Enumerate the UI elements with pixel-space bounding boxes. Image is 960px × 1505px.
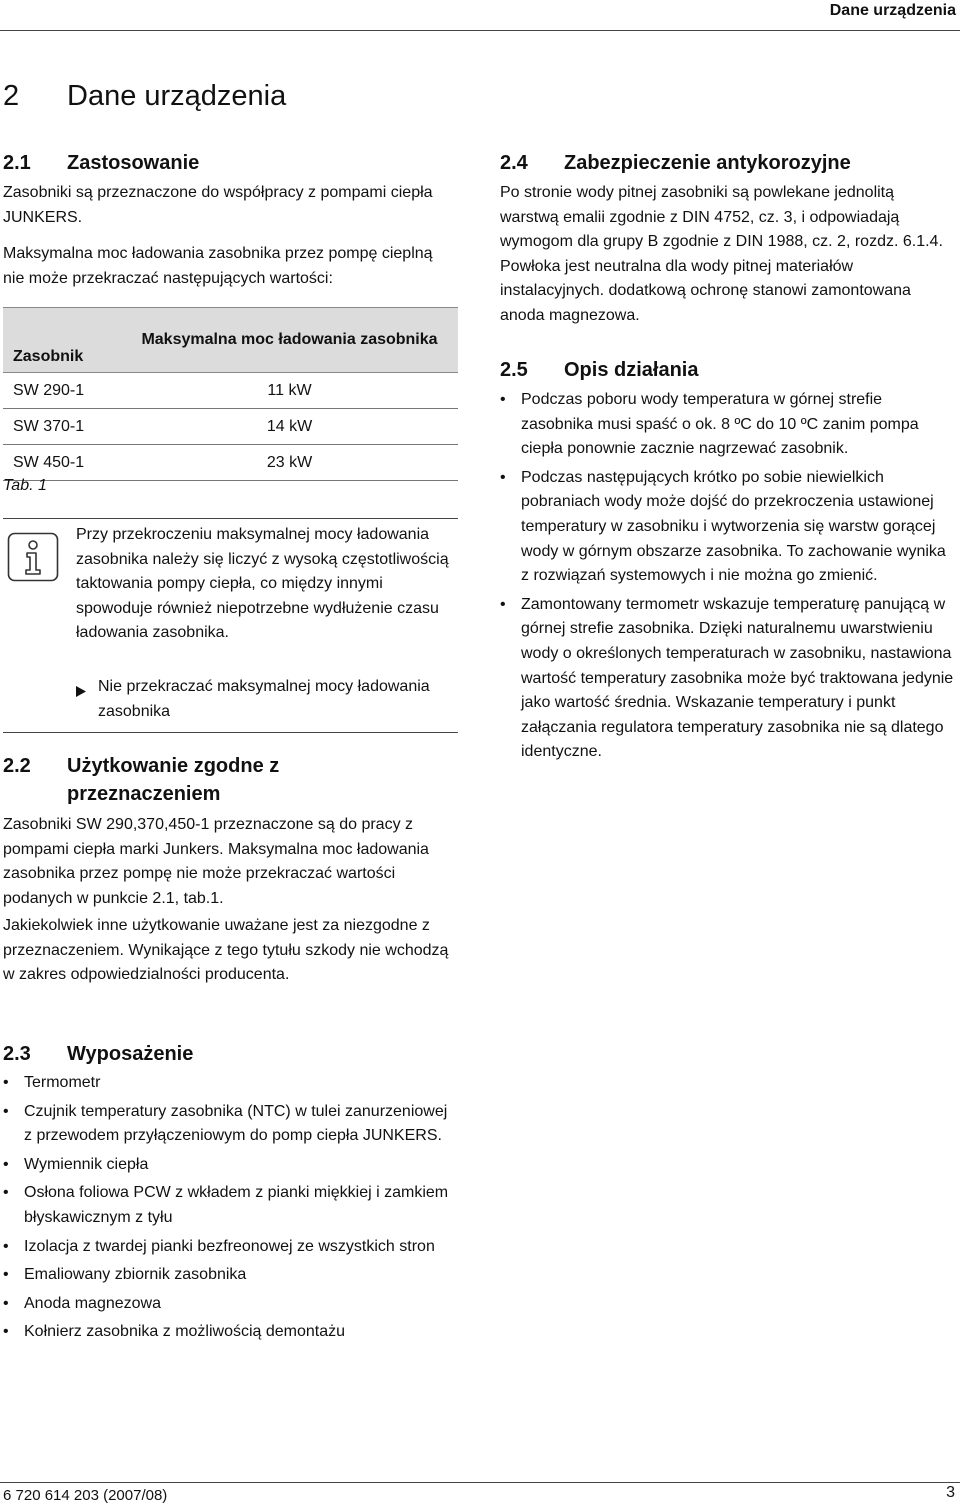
list-item: • Anoda magnezowa [3,1292,458,1317]
list-item: • Zamontowany termometr wskazuje temperaturę panującą w górnej strefie zasobnika. Dzięki naturalnemu uwarstwieniu wody o określonych temperaturach w zasobniku, nastawiona wartość temperatury zasobnika może być traktowana jedynie jako wartość średnia. Wskazanie temperatury i punkt załączania regulatora temperatury zasobnika nie są dlatego identyczne. [500,593,955,765]
section-title: Zastosowanie [67,152,200,174]
table-cell-power: 23 kW [121,445,458,481]
list-item: • Izolacja z twardej pianki bezfreonowej ze wszystkich stron [3,1235,458,1260]
section-2-2-paragraph-1: Zasobniki SW 290,370,450-1 przeznaczone są do pracy z pompami ciepła marki Junkers. Maksymalna moc ładowania zasobnika przez pompę nie może przekraczać wartości podanych w punkcie 2.1, tab.1. [3,816,429,907]
section-number: 2.3 [3,1043,31,1065]
list-item: • Emaliowany zbiornik zasobnika [3,1263,458,1288]
section-2-3-heading [3,1040,193,1068]
table-cell-model: SW 370-1 [3,409,121,445]
section-title: Użytkowanie zgodne z [67,755,280,777]
page-number: 3 [946,1484,955,1501]
list-item: • Podczas poboru wody temperatura w górnej strefie zasobnika musi spaść o ok. 8 ºC do 10 ºC zanim pompa ciepła ponownie zacznie nagrzewać zasobnik. [500,388,955,462]
bullet-icon: • [500,595,506,613]
table-header-power: Maksymalna moc ładowania zasobnika [121,308,458,373]
section-title: Opis działania [564,359,699,381]
table-cell-power: 14 kW [121,409,458,445]
section-2-1-heading [3,149,199,177]
bullet-icon: • [3,1155,9,1173]
section-title-line-2: przeznaczeniem [67,783,221,805]
section-title: Wyposażenie [67,1043,194,1065]
bullet-icon: • [3,1184,9,1202]
note-action-text: Nie przekraczać maksymalnej mocy ładowania zasobnika [98,678,430,720]
bullet-icon: • [3,1294,9,1312]
bullet-icon: • [3,1102,9,1120]
table-row [3,409,458,445]
table-cell-model: SW 290-1 [3,373,121,409]
section-2-2-paragraph-2: Jakiekolwiek inne użytkowanie uważane jest za niezgodne z przeznaczeniem. Wynikające z tego tytułu szkody nie wchodzą w zakres odpowiedzialności producenta. [3,917,449,984]
operation-list [500,388,955,765]
section-2-1-paragraph-2: Maksymalna moc ładowania zasobnika przez pompę cieplną nie może przekraczać następujących wartości: [3,245,433,287]
section-title: Zabezpieczenie antykorozyjne [564,152,851,174]
section-number: 2.1 [3,152,31,174]
table-cell-model: SW 450-1 [3,445,121,481]
bullet-icon: • [3,1266,9,1284]
chapter-title [3,80,286,113]
bullet-icon: • [3,1074,9,1091]
document-code: 6 720 614 203 (2007/08) [3,1487,168,1504]
triangle-right-icon [76,681,86,706]
note-action [76,675,456,724]
section-2-2-heading [3,752,279,808]
section-number: 2.2 [3,755,31,777]
list-item: • Podczas następujących krótko po sobie niewielkich pobraniach wody może dojść do przekroczenia ustawionej temperatury w zasobniku i wytworzenia się warstw gorącej wody w górnym obszarze zasobnika. To zachowanie wynika z rozwiązań systemowych i nie można go zmienić. [500,466,955,589]
power-table [3,307,458,481]
table-caption: Tab. 1 [3,477,47,494]
list-item: • Osłona foliowa PCW z wkładem z pianki miękkiej i zamkiem błyskawicznym z tyłu [3,1181,458,1230]
section-2-5-heading [500,356,698,384]
table-header-row [3,308,458,373]
section-2-4-paragraph: Po stronie wody pitnej zasobniki są powlekane jednolitą warstwą emalii zgodnie z DIN 4752, cz. 3, i odpowiadają wymogom dla grupy B zgodnie z DIN 1988, cz. 2, rozdz. 6.1.4. Powłoka jest neutralna dla wody pitnej materiałów instalacyjnych. dodatkową ochronę stanowi zamontowana anoda magnezowa. [500,184,943,324]
chapter-title-text: Dane urządzenia [67,80,287,112]
list-item: • Wymiennik ciepła [3,1153,458,1178]
section-number: 2.4 [500,152,528,174]
bullet-icon: • [500,468,506,486]
equipment-list [3,1071,458,1345]
list-item: • Czujnik temperatury zasobnika (NTC) w tulei zanurzeniowej z przewodem przyłączeniowym do pomp ciepła JUNKERS. [3,1100,458,1149]
running-header: Dane urządzenia [829,2,956,19]
table-header-tank: Zasobnik [3,308,121,373]
note-top-divider [3,518,458,519]
table-row [3,445,458,481]
chapter-number: 2 [3,80,20,112]
section-number: 2.5 [500,359,528,381]
note-text: Przy przekroczeniu maksymalnej mocy ładowania zasobnika należy się liczyć z wysoką częstotliwością taktowania pompy ciepła, co między innymi spowoduje również niepotrzebne wydłużenie czasu ładowania zasobnika. [76,526,449,642]
info-icon [7,532,59,582]
bullet-icon: • [3,1323,9,1341]
table-cell-power: 11 kW [121,373,458,409]
bullet-icon: • [500,391,506,408]
footer-divider [0,1482,960,1483]
header-divider [0,30,960,31]
list-item: • Termometr [3,1071,458,1096]
bullet-icon: • [3,1237,9,1255]
section-2-4-heading [500,149,851,177]
list-item: • Kołnierz zasobnika z możliwością demontażu [3,1320,458,1345]
section-2-1-paragraph-1: Zasobniki są przeznaczone do współpracy z pompami ciepła JUNKERS. [3,184,433,226]
table-row [3,373,458,409]
note-bottom-divider [3,732,458,733]
